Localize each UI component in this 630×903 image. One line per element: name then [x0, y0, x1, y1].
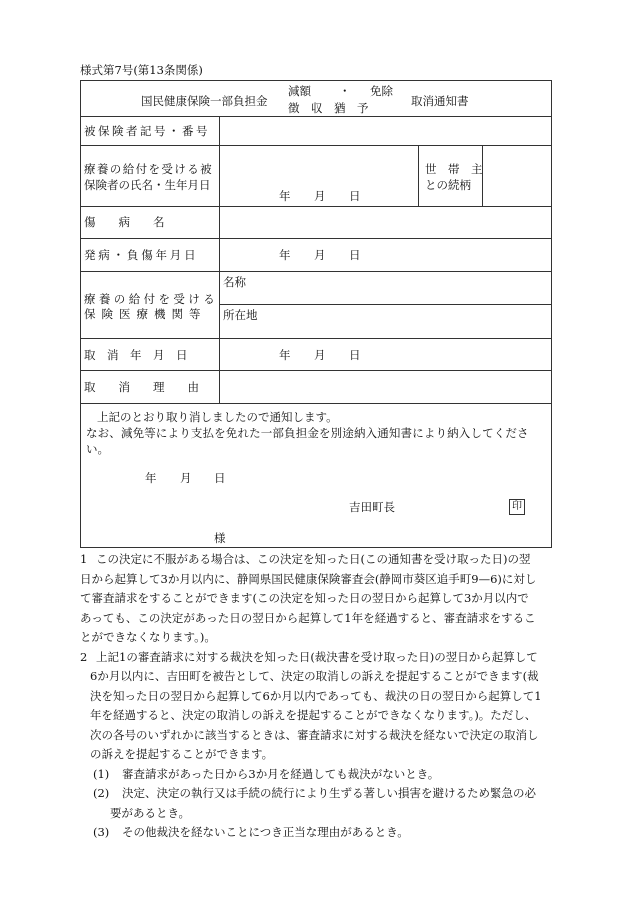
- column-divider: [418, 145, 419, 206]
- householder-label-line1: 世 帯 主: [425, 162, 483, 176]
- row-divider: [80, 403, 552, 404]
- sub-item-number: (2): [93, 786, 110, 800]
- title-option-reduce: 減額: [288, 84, 311, 98]
- note2-line: 上記1の審査請求に対する裁決を知った日(裁決書を受け取った日)の翌日から起算して: [96, 649, 538, 664]
- onset-date-label: 発病・負傷年月日: [84, 248, 199, 262]
- note2-line: 年を経過すると、決定の取消しの訴えを提起することができなくなります。)。ただし、: [90, 708, 537, 722]
- note1-line: て審査請求をすることができます(この決定を知った日の翌日から起算して3か月以内で: [80, 591, 529, 605]
- sub-item-number: (3): [93, 825, 110, 839]
- recipient-birth-day: 日: [349, 189, 361, 203]
- mayor-title: 吉田町長: [349, 500, 395, 514]
- title-option-exempt: 免除: [370, 84, 393, 98]
- notice-date-month: 月: [180, 471, 192, 485]
- institution-address-label: 所在地: [223, 308, 258, 322]
- recipient-label-line2: 保険者の氏名・生年月日: [84, 178, 211, 192]
- row-divider: [80, 238, 552, 239]
- injury-name-field[interactable]: [220, 207, 551, 238]
- seal-mark: 印: [509, 499, 525, 515]
- notice-line1: 上記のとおり取り消しましたので通知します。: [97, 410, 338, 424]
- cancel-reason-label: 取 消 理 由: [84, 380, 199, 394]
- sub-item-number: (1): [93, 766, 110, 781]
- cancel-reason-field[interactable]: [220, 371, 551, 403]
- notice-date-day: 日: [214, 471, 226, 485]
- householder-relation-field[interactable]: [483, 146, 551, 206]
- note2-number: 2: [80, 649, 88, 664]
- title-prefix: 国民健康保険一部負担金: [141, 94, 268, 108]
- notice-line2: なお、減免等により支払を免れた一部負担金を別途納入通知書により納入してくださ: [86, 426, 529, 440]
- notice-date-year: 年: [145, 471, 157, 485]
- injury-name-label: 傷 病 名: [84, 215, 165, 229]
- notes-section: [80, 550, 550, 843]
- institution-label-line1: 療養の給付を受ける: [84, 292, 219, 306]
- institution-label-line2: 保険医療機関等: [84, 307, 207, 321]
- institution-name-label: 名称: [223, 275, 246, 289]
- sub-item-text: 審査請求があった日から3か月を経過しても裁決がないとき。: [122, 766, 440, 781]
- sub-item-text: 決定、決定の執行又は手続の続行により生ずる著しい損害を避けるため緊急の必: [122, 786, 536, 800]
- addressee-honorific: 様: [214, 531, 226, 545]
- note2-sub-item: [80, 784, 550, 804]
- title-suffix: 取消通知書: [411, 94, 469, 108]
- cancel-month: 月: [314, 348, 326, 362]
- note1-line: とができなくなります。)。: [80, 630, 216, 644]
- form-id: 様式第7号(第13条関係): [80, 63, 203, 77]
- note2-line: の訴えを提起することができます。: [90, 747, 274, 761]
- title-separator: ・: [339, 84, 351, 98]
- institution-address-field[interactable]: [220, 305, 551, 338]
- note1-number: 1: [80, 552, 88, 566]
- note1-line: この決定に不服がある場合は、この決定を知った日(この通知書を受け取った日)の翌: [96, 552, 531, 566]
- cancel-year: 年: [279, 348, 291, 362]
- note2-line: 次の各号のいずれかに該当するときは、審査請求に対する裁決を経ないで決定の取消し: [90, 727, 539, 742]
- note2-line: 決を知った日の翌日から起算して6か月以内であっても、裁決の日の翌日から起算して1: [90, 688, 542, 703]
- sub-item-text: 要があるとき。: [110, 805, 191, 820]
- insured-number-field[interactable]: [220, 117, 551, 145]
- cancel-date-label: 取 消 年 月 日: [84, 348, 188, 362]
- title-option-collection-deferral: 徴 収 猶 予: [288, 101, 369, 115]
- insured-number-label: 被保険者記号・番号: [84, 124, 210, 138]
- sub-item-text: その他裁決を経ないことにつき正当な理由があるとき。: [122, 825, 409, 839]
- onset-month: 月: [314, 248, 326, 262]
- note1-line: あっても、この決定があった日の翌日から起算して1年を経過すると、審査請求をするこ: [80, 610, 536, 625]
- recipient-birth-month: 月: [314, 189, 326, 203]
- note1-line: 日から起算して3か月以内に、静岡県国民健康保険審査会(静岡市葵区追手町9—6)に対し: [80, 571, 537, 586]
- institution-name-field[interactable]: [220, 272, 551, 304]
- note2-sub-item: [80, 765, 550, 785]
- note2-line: 6か月以内に、吉田町を被告として、決定の取消しの訴えを提起することができます(裁: [90, 669, 539, 683]
- onset-day: 日: [349, 248, 361, 262]
- recipient-label-line1: 療養の給付を受ける被: [84, 162, 213, 176]
- onset-year: 年: [279, 248, 291, 262]
- cancel-day: 日: [349, 348, 361, 362]
- note2-sub-item: [80, 823, 550, 843]
- notice-line3: い。: [86, 442, 109, 456]
- note2-sub-item: [80, 804, 550, 824]
- householder-label-line2: との続柄: [425, 178, 471, 192]
- recipient-birth-year: 年: [279, 189, 291, 203]
- row-divider: [80, 338, 552, 339]
